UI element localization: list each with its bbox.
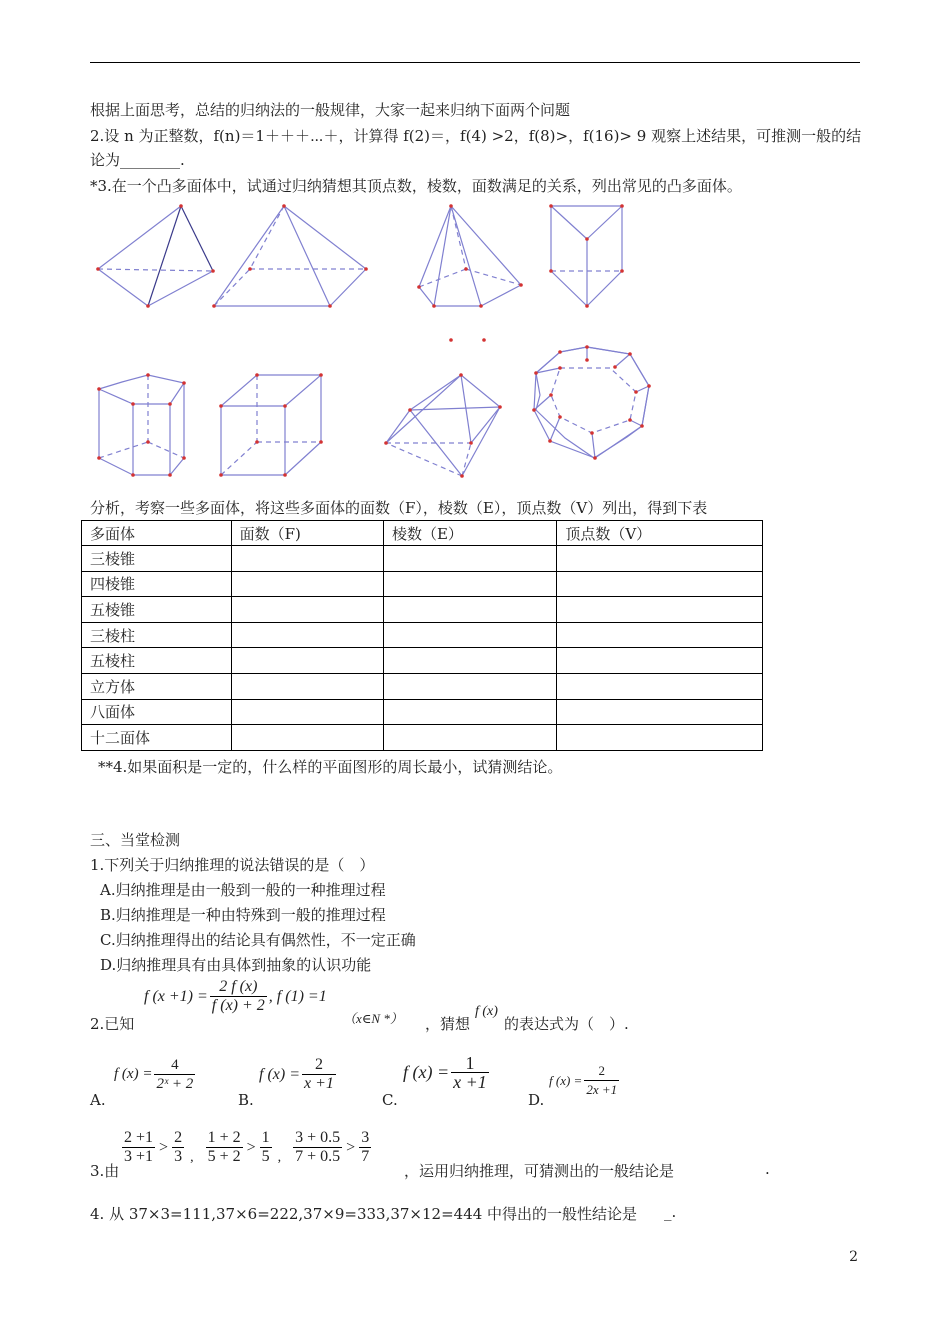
check-q3-prefix: 3.由 bbox=[90, 1162, 120, 1180]
row-label: 五棱柱 bbox=[82, 648, 232, 674]
q4-text: **4.如果面积是一定的，什么样的平面图形的周长最小，试猜测结论。 bbox=[98, 758, 563, 776]
faces-cell[interactable] bbox=[231, 648, 383, 674]
section-title: 三、当堂检测 bbox=[90, 831, 181, 849]
ineq2-right bbox=[260, 1129, 272, 1166]
edges-cell[interactable] bbox=[383, 725, 556, 751]
edges-cell[interactable] bbox=[383, 699, 556, 725]
edges-cell[interactable] bbox=[383, 546, 556, 572]
numerator: 3 + 0.5 bbox=[295, 1129, 341, 1146]
vertices-cell[interactable] bbox=[557, 622, 763, 648]
row-label: 五棱锥 bbox=[82, 597, 232, 623]
check-q1-option-c[interactable]: C.归纳推理得出的结论具有偶然性，不一定正确 bbox=[100, 931, 416, 949]
pentagonal-prism-figure bbox=[99, 375, 184, 475]
q2-option-a-label[interactable]: A. bbox=[90, 1091, 106, 1109]
page-number: 2 bbox=[849, 1249, 858, 1265]
vertices-cell[interactable] bbox=[557, 648, 763, 674]
header-polyhedron: 多面体 bbox=[82, 521, 232, 546]
ineq1-right bbox=[172, 1129, 184, 1166]
header-rule bbox=[90, 62, 860, 63]
faces-cell[interactable] bbox=[231, 546, 383, 572]
edges-cell[interactable] bbox=[383, 571, 556, 597]
option-numerator: 2 bbox=[302, 1056, 336, 1075]
numerator: 1 bbox=[261, 1129, 270, 1146]
option-fraction bbox=[154, 1056, 195, 1093]
option-denominator: 2ˣ + 2 bbox=[156, 1076, 194, 1092]
edges-cell[interactable] bbox=[383, 622, 556, 648]
check-q3-end: . bbox=[765, 1160, 770, 1178]
numerator: 2 bbox=[174, 1129, 183, 1146]
check-q2-formula bbox=[144, 978, 327, 1015]
formula-lhs: f (x +1) = bbox=[144, 987, 208, 1005]
intro-text: 根据上面思考，总结的归纳法的一般规律，大家一起来归纳下面两个问题 bbox=[90, 101, 571, 119]
check-q2-guess: ，猜想 bbox=[425, 1015, 471, 1033]
q2-line1: 2.设 n 为正整数，f(n)＝1＋＋＋⋯＋，计算得 f(2)＝，f(4) >2，f(8)>，f(16)> 9 观察上述结果，可推测一般的结 bbox=[90, 127, 862, 145]
numerator: 3 bbox=[361, 1129, 370, 1146]
table-row bbox=[82, 622, 763, 648]
q3-text: *3.在一个凸多面体中，试通过归纳猜想其顶点数，棱数，面数满足的关系，列出常见的凸多面体。 bbox=[90, 177, 742, 195]
table-row bbox=[82, 725, 763, 751]
triangular-prism-figure bbox=[551, 206, 622, 306]
q2-line2: 论为________. bbox=[90, 151, 185, 169]
denominator: 5 + 2 bbox=[207, 1148, 241, 1165]
q2-option-b-formula[interactable] bbox=[259, 1056, 336, 1093]
check-q4-text: 4. 从 37×3=111,37×6=222,37×9=333,37×12=444 中得出的一般性结论是 bbox=[90, 1205, 638, 1223]
denominator: 5 bbox=[261, 1148, 270, 1165]
header-edges: 棱数（E） bbox=[383, 521, 556, 546]
option-fraction bbox=[302, 1056, 336, 1093]
faces-cell[interactable] bbox=[231, 622, 383, 648]
check-q1-option-a[interactable]: A.归纳推理是由一般到一般的一种推理过程 bbox=[100, 881, 386, 899]
analysis-text: 分析，考察一些多面体，将这些多面体的面数（F），棱数（E），顶点数（V）列出，得到下表 bbox=[90, 499, 708, 517]
numerator: 2 +1 bbox=[124, 1129, 154, 1146]
table-row bbox=[82, 571, 763, 597]
faces-cell[interactable] bbox=[231, 597, 383, 623]
header-vertices: 顶点数（V） bbox=[557, 521, 763, 546]
option-denominator: x +1 bbox=[453, 1072, 487, 1092]
check-q1-stem: 1.下列关于归纳推理的说法错误的是（ ） bbox=[90, 856, 375, 874]
q2-option-c-formula[interactable] bbox=[403, 1054, 489, 1091]
option-denominator: x +1 bbox=[304, 1075, 334, 1092]
denominator: 7 + 0.5 bbox=[295, 1148, 341, 1165]
option-numerator: 2 bbox=[584, 1062, 619, 1081]
table-row bbox=[82, 648, 763, 674]
row-label: 四棱锥 bbox=[82, 571, 232, 597]
numerator: 1 + 2 bbox=[207, 1129, 241, 1146]
vertices-cell[interactable] bbox=[557, 597, 763, 623]
vertices-cell[interactable] bbox=[557, 699, 763, 725]
vertices-cell[interactable] bbox=[557, 571, 763, 597]
edges-cell[interactable] bbox=[383, 597, 556, 623]
octahedron-figure bbox=[386, 375, 500, 476]
fraction-denominator: f (x) + 2 bbox=[211, 997, 265, 1014]
row-label: 十二面体 bbox=[82, 725, 232, 751]
option-fraction bbox=[584, 1062, 619, 1099]
row-label: 立方体 bbox=[82, 673, 232, 699]
vertices-cell[interactable] bbox=[557, 673, 763, 699]
ineq3-right bbox=[359, 1129, 371, 1166]
denominator: 7 bbox=[361, 1148, 370, 1165]
pentagonal-pyramid-figure bbox=[419, 206, 521, 306]
formula-fraction bbox=[210, 978, 267, 1015]
formula-condition: , f (1) =1 bbox=[268, 987, 327, 1005]
q2-option-a-formula[interactable] bbox=[114, 1056, 195, 1093]
check-q3-suffix: ，运用归纳推理，可猜测出的一般结论是 bbox=[404, 1162, 675, 1180]
q2-option-d-formula[interactable] bbox=[549, 1062, 619, 1099]
check-q3-inequalities: $\frac{2 +1}{3 +1}$ > $\frac{2}{3}$ , $\frac{1 + 2}{5 + 2}$ > $\frac{1}{5}$ , $\frac{3 + 0.5}{7 + 0.5}$ > $\frac{3}{7}$ bbox=[124, 1129, 370, 1165]
option-lhs: f (x) = bbox=[114, 1066, 153, 1082]
faces-cell[interactable] bbox=[231, 673, 383, 699]
check-q2-suffix: 的表达式为（ ）. bbox=[504, 1015, 629, 1033]
q2-option-d-label[interactable]: D. bbox=[528, 1091, 545, 1109]
row-label: 三棱锥 bbox=[82, 546, 232, 572]
ineq3-left bbox=[293, 1129, 342, 1166]
cube-figure bbox=[221, 375, 321, 475]
q2-option-c-label[interactable]: C. bbox=[382, 1091, 398, 1109]
edges-cell[interactable] bbox=[383, 648, 556, 674]
table-row bbox=[82, 699, 763, 725]
option-numerator: 1 bbox=[451, 1054, 489, 1073]
option-lhs: f (x) = bbox=[259, 1065, 300, 1083]
check-q2-fx: f (x) bbox=[475, 1004, 498, 1019]
ineq2-left bbox=[206, 1129, 243, 1166]
option-lhs: f (x) = bbox=[403, 1062, 450, 1082]
option-denominator: 2x +1 bbox=[586, 1082, 618, 1097]
denominator: 3 bbox=[174, 1148, 183, 1165]
table-header-row bbox=[82, 521, 763, 546]
row-label: 三棱柱 bbox=[82, 622, 232, 648]
square-pyramid-figure bbox=[214, 206, 366, 306]
option-lhs: f (x) = bbox=[549, 1072, 583, 1088]
polyhedra-figures bbox=[90, 195, 670, 495]
faces-cell[interactable] bbox=[231, 725, 383, 751]
header-faces: 面数（F) bbox=[231, 521, 383, 546]
check-q2-prefix: 2.已知 bbox=[90, 1015, 135, 1033]
check-q2-domain: （x∈N *） bbox=[343, 1011, 403, 1026]
ineq1-left bbox=[122, 1129, 155, 1166]
polyhedra-table bbox=[81, 520, 763, 751]
row-label: 八面体 bbox=[82, 699, 232, 725]
table-row bbox=[82, 597, 763, 623]
denominator: 3 +1 bbox=[124, 1148, 154, 1165]
faces-cell[interactable] bbox=[231, 699, 383, 725]
triangular-pyramid-figure bbox=[98, 206, 213, 306]
option-fraction bbox=[451, 1054, 489, 1091]
fraction-numerator: 2 f (x) bbox=[210, 978, 267, 997]
check-q4-end: _. bbox=[664, 1203, 677, 1221]
check-q1-option-d[interactable]: D.归纳推理具有由具体到抽象的认识功能 bbox=[100, 956, 372, 974]
option-numerator: 4 bbox=[154, 1056, 195, 1075]
edges-cell[interactable] bbox=[383, 673, 556, 699]
vertices-cell[interactable] bbox=[557, 725, 763, 751]
faces-cell[interactable] bbox=[231, 571, 383, 597]
q2-option-b-label[interactable]: B. bbox=[238, 1091, 254, 1109]
vertices-cell[interactable] bbox=[557, 546, 763, 572]
check-q1-option-b[interactable]: B.归纳推理是一种由特殊到一般的推理过程 bbox=[100, 906, 386, 924]
vertex-dots bbox=[96, 204, 651, 478]
table-row bbox=[82, 673, 763, 699]
table-row bbox=[82, 546, 763, 572]
